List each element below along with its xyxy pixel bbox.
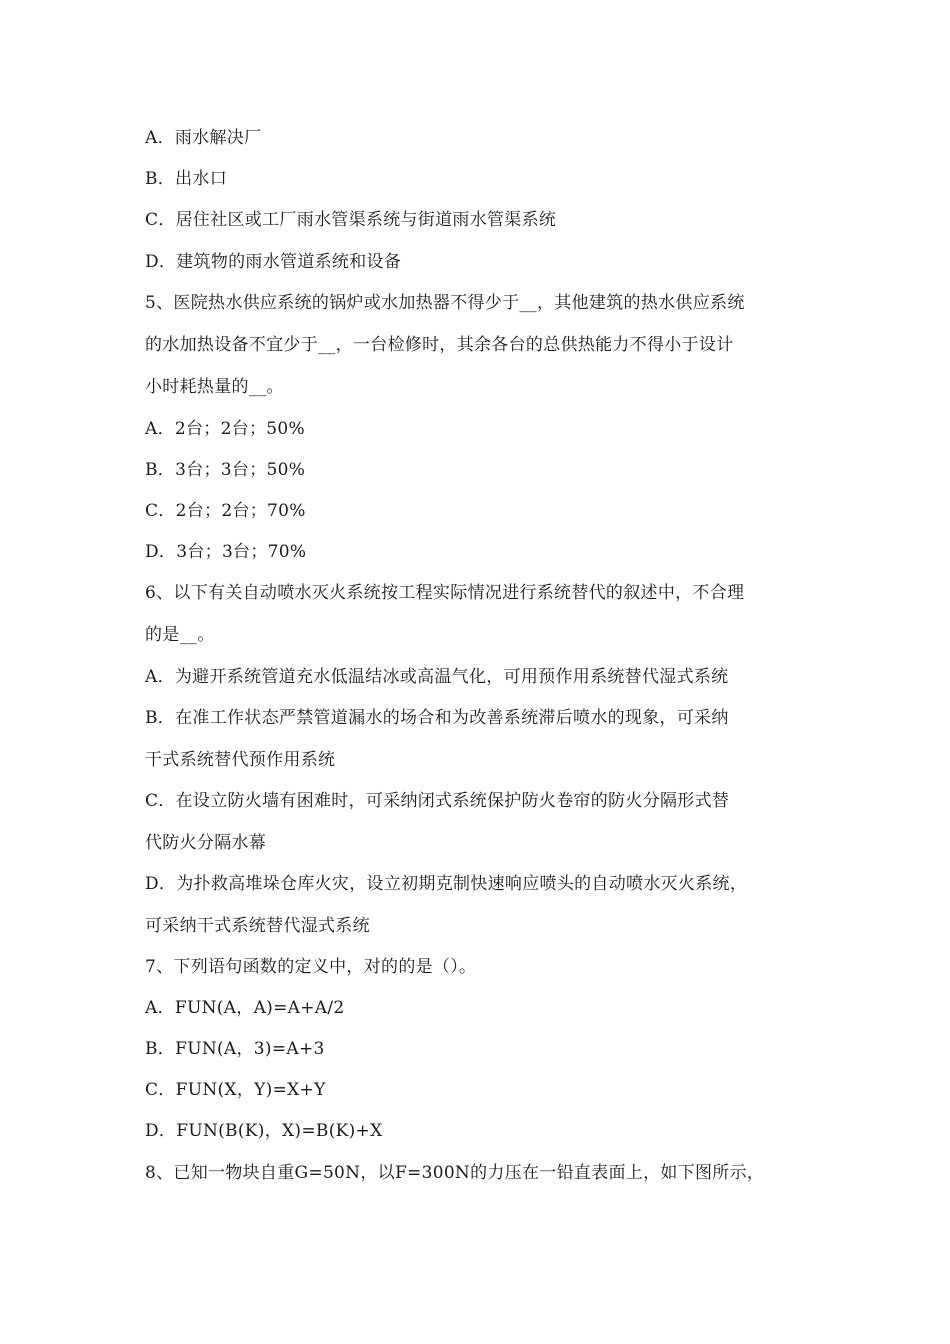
question-7-option-c: C．FUN(X，Y)=X+Y bbox=[145, 1080, 326, 1100]
question-7-option-d: D．FUN(B(K)，X)=B(K)+X bbox=[145, 1121, 383, 1141]
question-7-option-a: A．FUN(A，A)=A+A/2 bbox=[145, 998, 345, 1018]
question-6-option-b-line-2: 干式系统替代预作用系统 bbox=[145, 750, 336, 770]
question-6-line-1: 6、以下有关自动喷水灭火系统按工程实际情况进行系统替代的叙述中，不合理 bbox=[145, 583, 745, 603]
question-5-line-1: 5、医院热水供应系统的锅炉或水加热器不得少于__，其他建筑的热水供应系统 bbox=[145, 293, 745, 313]
question-5-option-c: C．2台；2台；70% bbox=[145, 501, 306, 521]
question-5-option-a: A．2台；2台；50% bbox=[145, 419, 305, 439]
question-6-option-c-line-1: C．在设立防火墙有困难时，可采纳闭式系统保护防火卷帘的防火分隔形式替 bbox=[145, 791, 730, 811]
question-6-option-d-line-2: 可采纳干式系统替代湿式系统 bbox=[145, 916, 370, 936]
option-c-community-pipes: C．居住社区或工厂雨水管渠系统与街道雨水管渠系统 bbox=[145, 210, 557, 230]
question-6-option-d-line-1: D．为扑救高堆垛仓库火灾，设立初期克制快速响应喷头的自动喷水灭火系统， bbox=[145, 874, 748, 894]
question-5-option-b: B．3台；3台；50% bbox=[145, 460, 306, 480]
option-d-building-pipes: D．建筑物的雨水管道系统和设备 bbox=[145, 252, 402, 272]
question-5-line-2: 的水加热设备不宜少于__，一台检修时，其余各台的总供热能力不得小于设计 bbox=[145, 335, 734, 355]
question-6-option-c-line-2: 代防火分隔水幕 bbox=[145, 833, 267, 853]
question-6-option-b-line-1: B．在准工作状态严禁管道漏水的场合和为改善系统滞后喷水的现象，可采纳 bbox=[145, 708, 729, 728]
question-6-option-a: A．为避开系统管道充水低温结冰或高温气化，可用预作用系统替代湿式系统 bbox=[145, 667, 729, 687]
option-b-outlet: B．出水口 bbox=[145, 169, 227, 189]
option-a-rain-plant: A．雨水解决厂 bbox=[145, 128, 262, 148]
question-5-line-3: 小时耗热量的__。 bbox=[145, 377, 284, 397]
question-7-option-b: B．FUN(A，3)=A+3 bbox=[145, 1039, 325, 1059]
question-7-stem: 7、下列语句函数的定义中，对的的是（）。 bbox=[145, 957, 477, 977]
question-6-line-2: 的是__。 bbox=[145, 625, 215, 645]
question-8-stem: 8、已知一物块自重G=50N，以F=300N的力压在一铅直表面上，如下图所示， bbox=[145, 1163, 765, 1183]
question-5-option-d: D．3台；3台；70% bbox=[145, 542, 307, 562]
